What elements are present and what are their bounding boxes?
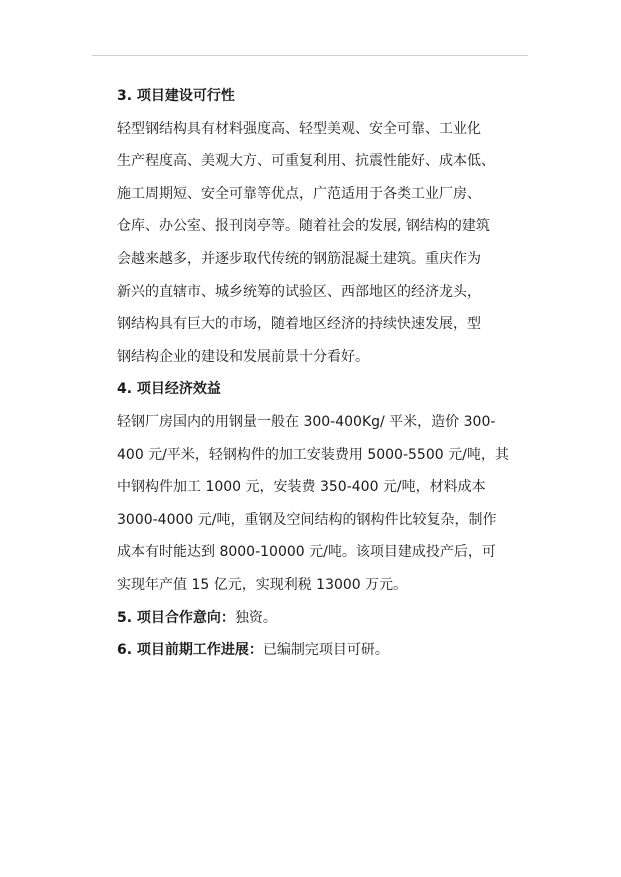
section-3-line: 新兴的直辖市、城乡统筹的试验区、西部地区的经济龙头， (117, 283, 481, 300)
section-3-line: 仓库、办公室、报刊岗亭等。随着社会的发展, 钢结构的建筑 (117, 218, 490, 235)
section-3-line: 施工周期短、安全可靠等优点，广范适用于各类工业厂房、 (117, 185, 481, 202)
document-body (117, 80, 517, 667)
section-3-line: 钢结构企业的建设和发展前景十分看好。 (117, 348, 369, 365)
header-divider (92, 55, 528, 56)
section-6-label: 6. 项目前期工作进展： (117, 642, 263, 659)
section-5-value: 独资。 (234, 609, 277, 626)
section-4-line: 中钢构件加工 1000 元，安装费 350-400 元/吨，材料成本 (117, 479, 486, 496)
section-3-line: 钢结构具有巨大的市场，随着地区经济的持续快速发展，型 (117, 316, 481, 333)
section-3-line: 会越来越多，并逐步取代传统的钢筋混凝土建筑。重庆作为 (117, 250, 481, 267)
section-4-line: 轻钢厂房国内的用钢量一般在 300-400Kg/ 平米，造价 300- (117, 413, 496, 430)
section-5-row (117, 602, 517, 635)
section-5-label: 5. 项目合作意向： (117, 609, 235, 626)
section-4-line: 实现年产值 15 亿元，实现利税 13000 万元。 (117, 576, 408, 593)
section-3-line: 生产程度高、美观大方、可重复利用、抗震性能好、成本低、 (117, 153, 495, 170)
section-4-line: 400 元/平米，轻钢构件的加工安装费用 5000-5500 元/吨，其 (117, 446, 509, 463)
section-4-line: 成本有时能达到 8000-10000 元/吨。该项目建成投产后，可 (117, 544, 496, 561)
section-4-line: 3000-4000 元/吨，重钢及空间结构的钢构件比较复杂，制作 (117, 511, 497, 528)
section-3-line: 轻型钢结构具有材料强度高、轻型美观、安全可靠、工业化 (117, 120, 481, 137)
section-4-heading: 4. 项目经济效益 (117, 381, 221, 398)
section-6-row (117, 634, 517, 667)
section-3-heading: 3. 项目建设可行性 (117, 88, 235, 104)
section-6-value: 已编制完项目可研。 (262, 642, 389, 659)
